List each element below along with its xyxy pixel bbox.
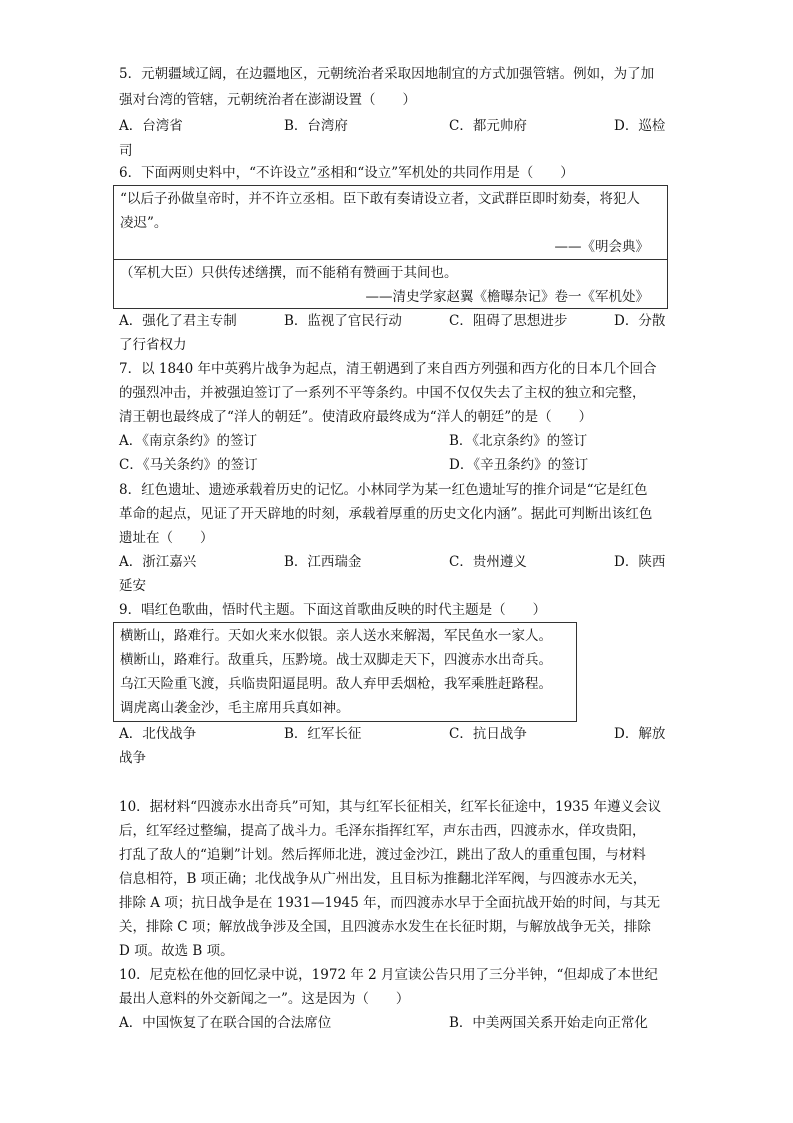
q5-option-c: C．都元帅府	[449, 118, 527, 134]
q5-stem-line-2: 强对台湾的管辖，元朝统治者在澎湖设置（ ）	[119, 92, 416, 108]
q8-option-d: D．陕西	[614, 554, 666, 570]
q9-stem: 9．唱红色歌曲，悟时代主题。下面这首歌曲反映的时代主题是（ ）	[119, 602, 547, 618]
analysis-line-3: 打乱了敌人的“追剿”计划。然后挥师北进，渡过金沙江，跳出了敌人的重重包围，与材料	[119, 847, 646, 863]
q9-song-box	[113, 622, 577, 722]
q8-option-a: A．浙江嘉兴	[119, 554, 197, 570]
analysis-line-6: 关，排除 C 项；解放战争涉及全国，且四渡赤水发生在长征时期，与解放战争无关，排除	[119, 919, 651, 935]
q9-option-c: C．抗日战争	[449, 726, 527, 742]
q6-source-2: ——清史学家赵翼《檐曝杂记》卷一《军机处》	[365, 289, 649, 305]
q8-stem-line-2: 革命的起点，见证了开天辟地的时刻，承载着厚重的历史文化内涵”。据此可判断出该红色	[119, 506, 653, 522]
q8-stem-line-3: 遗址在（ ）	[119, 530, 214, 546]
q9-option-b: B．红军长征	[284, 726, 362, 742]
q8-stem-line-1: 8．红色遗址、遗迹承载着历史的记忆。小林同学为某一红色遗址写的推介词是“它是红色	[119, 482, 648, 498]
q6-source-box	[113, 185, 668, 309]
q9-option-a: A．北伐战争	[119, 726, 197, 742]
q6-option-d: D．分散	[614, 313, 666, 329]
q5-option-b: B．台湾府	[284, 118, 348, 134]
q6-option-a: A．强化了君主专制	[119, 313, 237, 329]
q8-option-b: B．江西瑞金	[284, 554, 362, 570]
analysis-line-1: 10．据材料“四渡赤水出奇兵”可知，其与红军长征相关，红军长征途中，1935 年遵义会议	[119, 799, 662, 815]
q7-option-c: C．《马关条约》的签订	[119, 457, 258, 473]
q9-song-line-2: 横断山，路难行。敌重兵，压黔境。战士双脚走天下，四渡赤水出奇兵。	[120, 652, 552, 668]
q6-stem: 6．下面两则史料中，“不许设立”丞相和“设立”军机处的共同作用是（ ）	[119, 165, 574, 181]
q5-option-d: D．巡检	[614, 118, 666, 134]
q10-option-a: A．中国恢复了在联合国的合法席位	[119, 1015, 332, 1031]
q5-stem-line-1: 5．元朝疆域辽阔，在边疆地区，元朝统治者采取因地制宜的方式加强管辖。例如，为了加	[119, 66, 655, 82]
q10-stem-line-2: 最出人意料的外交新闻之一”。这是因为（ ）	[119, 991, 410, 1007]
analysis-line-2: 后，红军经过整编，提高了战斗力。毛泽东指挥红军，声东击西，四渡赤水，佯攻贵阳，	[119, 823, 646, 839]
q6-option-c: C．阻碍了思想进步	[449, 313, 568, 329]
q9-option-d: D．解放	[614, 726, 666, 742]
q6-quote1-line-2: 凌迟”。	[120, 215, 168, 231]
analysis-line-7: D 项。故选 B 项。	[119, 943, 234, 959]
q7-stem-line-1: 7．以 1840 年中英鸦片战争为起点，清王朝遇到了来自西方列强和西方化的日本几个回合	[119, 361, 657, 377]
q6-quote2: （军机大臣）只供传述缮撰，而不能稍有赞画于其间也。	[120, 265, 458, 281]
q7-option-a: A．《南京条约》的签订	[119, 433, 257, 449]
q9-song-line-4: 调虎离山袭金沙，毛主席用兵真如神。	[120, 700, 350, 716]
q7-stem-line-2: 的强烈冲击，并被强迫签订了一系列不平等条约。中国不仅仅失去了主权的独立和完整，	[119, 385, 646, 401]
q9-song-line-3: 乌江天险重飞渡，兵临贵阳逼昆明。敌人弃甲丢烟枪，我军乘胜赶路程。	[120, 676, 552, 692]
q6-option-d-wrap: 了行省权力	[119, 337, 187, 353]
q7-stem-line-3: 清王朝也最终成了“洋人的朝廷”。使清政府最终成为“洋人的朝廷”的是（ ）	[119, 409, 593, 425]
q5-option-a: A．台湾省	[119, 118, 183, 134]
q6-box-divider	[114, 259, 667, 260]
q10-stem-line-1: 10．尼克松在他的回忆录中说，1972 年 2 月宣读公告只用了三分半钟，“但却成了本世纪	[119, 967, 658, 983]
analysis-line-4: 信息相符，B 项正确；北伐战争从广州出发，且目标为推翻北洋军阀，与四渡赤水无关，	[119, 871, 647, 887]
q8-option-d-wrap: 延安	[119, 578, 146, 594]
q6-quote1-line-1: “以后子孙做皇帝时，并不许立丞相。臣下敢有奏请设立者，文武群臣即时劾奏，将犯人	[120, 191, 640, 207]
q6-option-b: B．监视了官民行动	[284, 313, 402, 329]
q9-song-line-1: 横断山，路难行。天如火来水似银。亲人送水来解渴，军民鱼水一家人。	[120, 628, 552, 644]
q10-option-b: B．中美两国关系开始走向正常化	[449, 1015, 648, 1031]
q6-source-1: ——《明会典》	[554, 239, 649, 255]
analysis-line-5: 排除 A 项；抗日战争是在 1931—1945 年，而四渡赤水早于全面抗战开始的时间，与其无	[119, 895, 661, 911]
q5-option-d-wrap: 司	[119, 143, 133, 159]
q7-option-b: B．《北京条约》的签订	[449, 433, 588, 449]
q9-option-d-wrap: 战争	[119, 750, 146, 766]
q8-option-c: C．贵州遵义	[449, 554, 527, 570]
q7-option-d: D．《辛丑条约》的签订	[449, 457, 589, 473]
